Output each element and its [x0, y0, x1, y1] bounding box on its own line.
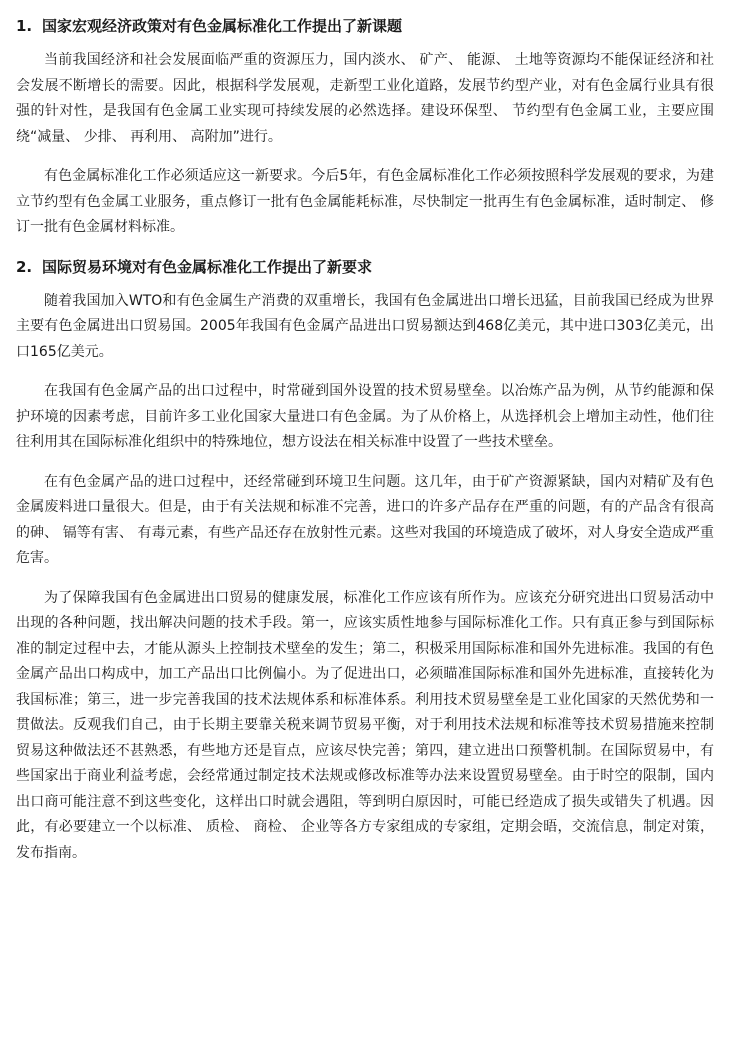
section-heading-2 [16, 255, 714, 279]
paragraph-2-2: 在我国有色金属产品的出口过程中，时常碰到国外设置的技术贸易壁垒。以冶炼产品为例，从节约能源和保护环境的因素考虑，目前许多工业化国家大量进口有色金属。为了从价格上，从选择机会上增加主动性，他们往往利用其在国际标准化组织中的特殊地位，想方设法在相关标准中设置了一些技术壁垒。 [16, 383, 714, 450]
paragraph-1-1: 当前我国经济和社会发展面临严重的资源压力，国内淡水、 矿产、 能源、 土地等资源均不能保证经济和社会发展不断增长的需要。因此，根据科学发展观，走新型工业化道路，发展节约型产业，对有色金属行业具有很强的针对性，是我国有色金属工业实现可持续发展的必然选择。建设环保型、 节约型有色金属工业，主要应围绕“减量、 少排、 再利用、 高附加”进行。 [16, 52, 714, 145]
paragraph-2-3: 在有色金属产品的进口过程中，还经常碰到环境卫生问题。这几年，由于矿产资源紧缺，国内对精矿及有色金属废料进口量很大。但是，由于有关法规和标准不完善，进口的许多产品存在严重的问题，有的产品含有很高的砷、 镉等有害、 有毒元素，有些产品还存在放射性元素。这些对我国的环境造成了破坏，对人身安全造成严重危害。 [16, 473, 714, 566]
section-title: 国家宏观经济政策对有色金属标准化工作提出了新课题 [42, 17, 403, 35]
section-number: 1. [16, 17, 33, 35]
paragraph-2-1: 随着我国加入WTO和有色金属生产消费的双重增长，我国有色金属进出口增长迅猛，目前我国已经成为世界主要有色金属进出口贸易国。2005年我国有色金属产品进出口贸易额达到468亿美元，其中进口303亿美元，出口165亿美元。 [16, 292, 714, 360]
section-number: 2. [16, 257, 33, 276]
section-heading-1 [16, 14, 714, 38]
paragraph-1-2: 有色金属标准化工作必须适应这一新要求。今后5年，有色金属标准化工作必须按照科学发展观的要求，为建立节约型有色金属工业服务，重点修订一批有色金属能耗标准，尽快制定一批再生有色金属标准，适时制定、 修订一批有色金属材料标准。 [16, 168, 714, 235]
paragraph-2-4: 为了保障我国有色金属进出口贸易的健康发展，标准化工作应该有所作为。应该充分研究进出口贸易活动中出现的各种问题，找出解决问题的技术手段。第一，应该实质性地参与国际标准化工作。只有真正参与到国际标准的制定过程中去，才能从源头上控制技术壁垒的发生；第二，积极采用国际标准和国外先进标准。我国的有色金属产品出口构成中，加工产品出口比例偏小。为了促进出口，必须瞄准国际标准和国外先进标准，直接转化为我国标准；第三，进一步完善我国的技术法规体系和标准体系。利用技术贸易壁垒是工业化国家的天然优势和一贯做法。反观我们自己，由于长期主要靠关税来调节贸易平衡，对于利用技术法规和标准等技术贸易措施来控制贸易这种做法还不甚熟悉，有些地方还是盲点，应该尽快完善；第四，建立进出口预警机制。在国际贸易中，有些国家出于商业利益考虑，会经常通过制定技术法规或修改标准等办法来设置贸易壁垒。由于时空的限制，国内出口商可能注意不到这些变化，这样出口时就会遇阻，等到明白原因时，可能已经造成了损失或错失了机遇。因此，有必要建立一个以标准、 质检、 商检、 企业等各方专家组成的专家组，定期会晤，交流信息，制定对策，发布指南。 [16, 589, 714, 861]
section-title: 国际贸易环境对有色金属标准化工作提出了新要求 [42, 257, 373, 276]
